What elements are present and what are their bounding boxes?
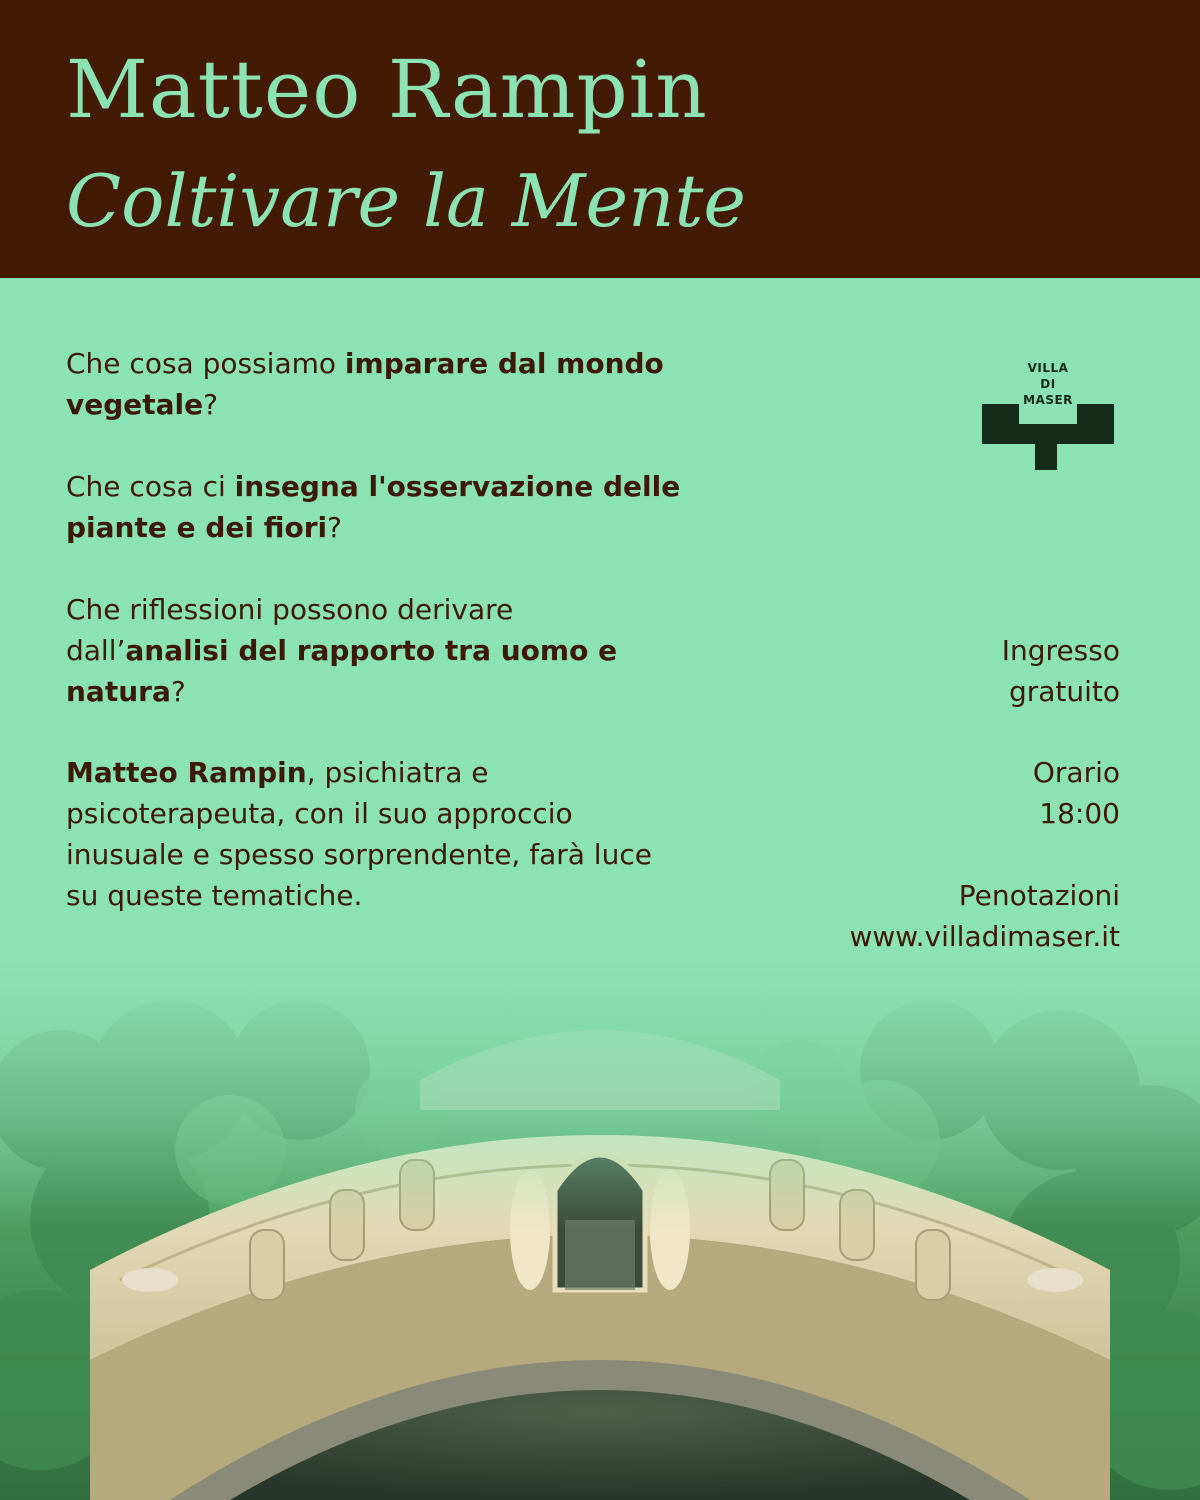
booking-link[interactable]: www.villadimaser.it	[849, 920, 1120, 953]
question-2: Che cosa ci insegna l'osservazione delle piante e dei fiori?	[66, 470, 681, 544]
logo-line-maser: MASER	[1023, 393, 1073, 407]
header-band	[0, 0, 1200, 278]
question-3: Che riflessioni possono derivare dall’analisi del rapporto tra uomo e natura?	[66, 593, 618, 708]
speaker-title: Matteo Rampin	[66, 43, 708, 136]
entry-info: Ingresso gratuito	[1001, 634, 1120, 708]
villa-di-maser-logo	[982, 360, 1114, 470]
logo-line-di: DI	[1040, 377, 1056, 391]
logo-line-villa: VILLA	[1027, 361, 1069, 375]
event-title: Coltivare la Mente	[66, 159, 747, 243]
logo-wordmark	[982, 360, 1114, 408]
question-1: Che cosa possiamo imparare dal mondo vegetale?	[66, 347, 664, 421]
speaker-name: Matteo Rampin	[66, 756, 307, 789]
nymphaeum-photo	[0, 960, 1200, 1500]
time-info: Orario 18:00	[1032, 756, 1120, 830]
booking-info: Penotazioni www.villadimaser.it	[760, 875, 1120, 957]
speaker-bio: Matteo Rampin, psichiatra e psicoterapeuta, con il suo approccio inusuale e spesso sorprendente, farà luce su queste tematiche.	[66, 756, 652, 912]
